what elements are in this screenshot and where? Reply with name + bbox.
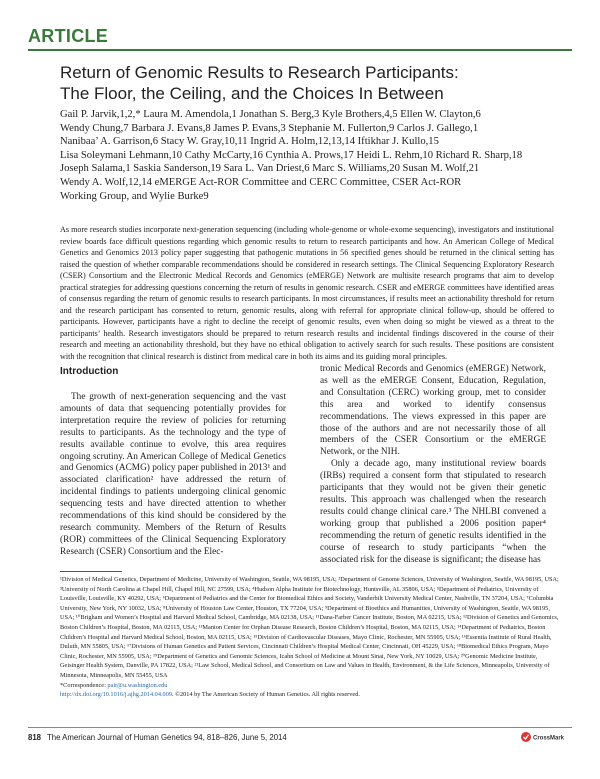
doi-link[interactable]: http://dx.doi.org/10.1016/j.ajhg.2014.04.009 [60,691,173,699]
page-footer [28,733,287,742]
article-title-line-1: Return of Genomic Results to Research Participants: [60,63,459,82]
crossmark-icon [521,732,531,742]
affiliations: ¹Division of Medical Genetics, Department of Medicine, University of Washington, Seattle, WA 98195, USA; ²Department of Genome Sciences, University of Washington, Seattle, WA 98195, USA; ³University of North Carolina at Chapel Hill, Chapel Hill, NC 27599, USA; ⁴Hudson Alpha Institute for Biotechnology, Huntsville, AL 35806, USA; ⁵Department of Pediatrics, University of Louisville, Louisville, KY 40292, USA; ⁶Department of Pediatrics and the Center for Biomedical Ethics and Society, Vanderbilt University Medical Center, Nashville, TN 37204, USA; ⁷Columbia University, New York, NY 10032, USA; ⁸University of Houston Law Center, Houston, TX 77204, USA; ⁹Department of Bioethics and Humanities, University of Washington, Seattle, WA 98195, USA; ¹⁰Brigham and Women’s Hospital and Harvard Medical School, Cambridge, MA 02138, USA; ¹¹Dana-Farber Cancer Institute, Boston, MA 02215, USA; ¹²Division of Genetics and Genomics, Boston Children’s Hospital, Boston, MA 02115, USA; ¹³Manton Center for Orphan Disease Research, Boston Children’s Hospital, Boston, MA 02115, USA; ¹⁴Department of Pediatrics, Boston Children’s Hospital and Harvard Medical School, Boston, MA 02115, USA; ¹⁵Division of Cardiovascular Diseases, Mayo Clinic, Rochester, MN 55905, USA; ¹⁶Essentia Institute of Rural Health, Duluth, MN 55805, USA; ¹⁷Divisions of Human Genetics and Patient Services, Cincinnati Children’s Hospital Medical Center, Cincinnati, OH 45229, USA; ¹⁸Biomedical Ethics Program, Mayo Clinic, Rochester, MN 55905, USA; ¹⁹Department of Genetics and Genomic Sciences, Icahn School of Medicine at Mount Sinai, New York, NY 10029, USA; ²⁰Genomic Medicine Institute, Geisinger Health System, Danville, PA 17822, USA; ²¹Law School, Medical School, and Consortium on Law and Values in Health, Environment, & the Life Sciences, Minneapolis, University of Minnesota, Minneapolis, MN 55455, USA [60,576,559,679]
article-type-label: ARTICLE [28,26,109,46]
author-list: Gail P. Jarvik,1,2,* Laura M. Amendola,1 Jonathan S. Berg,3 Kyle Brothers,4,5 Ellen W. Clayton,6 Wendy Chung,7 Barbara J. Evans,8 James P. Evans,3 Stephanie M. Fullerton,9 Carlos J. Gallego,1 Nanibaa’ A. Garrison,6 Stacy W. Gray,10,11 Ingrid A. Holm,12,13,14 Iftikhar J. Kullo,15 Lisa Soleymani Lehmann,10 Cathy McCarty,16 Cynthia A. Prows,17 Heidi L. Rehm,10 Richard R. Sharp,18 Joseph Salama,1 Saskia Sanderson,19 Sara L. Van Driest,6 Marc S. Williams,20 Susan M. Wolf,21 Wendy A. Wolf,12,14 eMERGE Act-ROR Committee and CERC Committee, CSER Act-ROR Working Group, and Wylie Burke9 [60,109,523,202]
body-column-left [60,392,286,559]
correspondence-label: *Correspondence: [60,681,108,689]
footnote-divider [60,571,122,572]
intro-paragraph-2: Only a decade ago, many institutional review boards (IRBs) required a consent form that stipulated to research participants that they would not be given their genetic results. This approach was challenged when the research results could change clinical care.³ The NHLBI convened a working group that published a 2006 position paper⁴ recommending the return of genetic results identified in the course of research to study participants “when the associated risk for the disease is significant; the disease has [320,459,546,565]
intro-paragraph-1: The growth of next-generation sequencing and the vast amounts of data that sequencing potentially provides for interpretation require the review of policies for returning results to participants. As the technology and the type of results available continue to evolve, this area requires ongoing scrutiny. An American College of Medical Genetics and Genomics (ACMG) policy paper published in 2013¹ and associated clarification² have addressed the return of incidental findings to patients undergoing clinical genomic sequencing tests and have directed attention to whether recommendations of this kind should be considered by the research community. Members of the Return of Results (ROR) committees of the Clinical Sequencing Exploratory Research (CSER) Consortium and the Elec- [60,392,286,557]
header-divider [28,49,572,51]
body-column-right [320,364,546,566]
crossmark-badge[interactable] [520,731,574,743]
article-title-line-2: The Floor, the Ceiling, and the Choices In Between [60,84,444,103]
footnotes [60,575,560,700]
page-number: 818 [28,733,42,742]
crossmark-label: CrossMark [533,735,565,742]
correspondence-email-link[interactable]: pair@u.washington.edu [107,681,168,689]
footer-divider [28,727,572,728]
intro-paragraph-continued: tronic Medical Records and Genomics (eMERGE) Network, as well as the eMERGE Consent, Education, Regulation, and Consultation (CERC) working group, met to consider this area and worked to identify consensus recommendations. The views expressed in this paper are those of the authors and are not necessarily those of all members of the CSER Consortium or the eMERGE Network, or the NIH. [320,364,546,458]
copyright-notice: . ©2014 by The American Society of Human Genetics. All rights reserved. [172,691,360,699]
section-heading-introduction: Introduction [60,366,119,377]
journal-citation: The American Journal of Human Genetics 94, 818–826, June 5, 2014 [47,733,287,742]
article-title [60,62,560,104]
abstract: As more research studies incorporate next-generation sequencing (including whole-genome or whole-exome sequencing), investigators and institutional review boards face difficult questions regarding which genomic results to return to research participants and how. An American College of Medical Genetics and Genomics 2013 policy paper suggesting that pathogenic mutations in 56 specified genes should be returned in the clinical setting has raised the question of whether comparable recommendations should be considered in research settings. The Clinical Sequencing Exploratory Research (CSER) Consortium and the Electronic Medical Records and Genomics (eMERGE) Network are multisite research programs that aim to develop practical strategies for addressing questions concerning the return of results in genomic research. CSER and eMERGE committees have identified areas of consensus regarding the return of genomic results to research participants. In most circumstances, if results meet an actionability threshold for return and the research participant has consented to return, genomic results, along with referral for appropriate clinical follow-up, should be offered to participants. However, participants have a right to decline the receipt of genomic results, even when doing so might be viewed as a threat to the participants’ health. Research investigators should be prepared to return research results and incidental findings discovered in the course of their research and meeting an actionability threshold, but they have no ethical obligation to actively search for such results. These positions are consistent with the recognition that clinical research is distinct from medical care in both its aims and its guiding moral principles. [60,225,554,361]
